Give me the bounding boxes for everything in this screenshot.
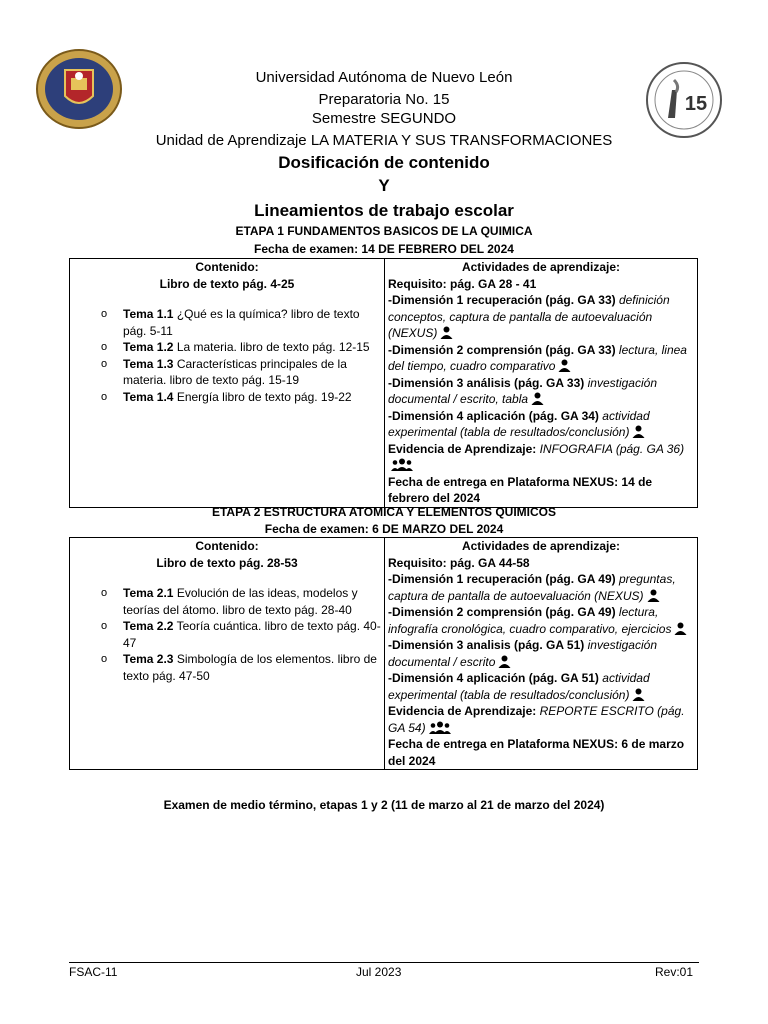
person-icon (632, 688, 645, 701)
topic-label: Tema 1.1 (123, 307, 174, 321)
person-icon (558, 359, 571, 372)
person-icon (531, 392, 544, 405)
title-conjunction: Y (378, 176, 390, 195)
dimension-item (388, 670, 694, 703)
delivery-date: Fecha de entrega en Plataforma NEXUS: 14 de febrero del 2024 (388, 474, 653, 505)
stage2-table (69, 537, 698, 770)
dimension-item (388, 637, 694, 670)
topic-text: Características principales de la materia. libro de texto pág. 15-19 (123, 356, 347, 387)
content-header: Contenido: (195, 260, 259, 274)
topic-label: Tema 2.1 (123, 586, 174, 600)
evidence-label: Evidencia de Aprendizaje: (388, 704, 537, 718)
bullet-icon: o (101, 653, 108, 665)
person-icon (674, 622, 687, 635)
form-code: FSAC-11 (69, 965, 118, 979)
content-header: Contenido: (195, 539, 259, 553)
group-icon (391, 458, 413, 471)
dimension-label: -Dimensión 1 recuperación (pág. GA 49) (388, 572, 616, 586)
list-item (73, 306, 381, 339)
person-icon (498, 655, 511, 668)
evidence-label: Evidencia de Aprendizaje: (388, 441, 537, 456)
dimension-item (388, 375, 694, 408)
bullet-icon: o (101, 587, 108, 599)
bullet-icon: o (101, 620, 108, 632)
stage2-exam-date: Fecha de examen: 6 DE MARZO DEL 2024 (264, 522, 504, 536)
stage1-title: ETAPA 1 FUNDAMENTOS BASICOS DE LA QUIMICA (235, 224, 533, 238)
dimension-label: -Dimensión 2 comprensión (pág. GA 49) (388, 605, 616, 619)
list-item (73, 389, 381, 406)
list-item (73, 651, 381, 684)
stage1-table (69, 258, 698, 508)
dimension-item (388, 571, 694, 604)
stage2-title: ETAPA 2 ESTRUCTURA ATOMICA Y ELEMENTOS QUIMICOS (211, 505, 557, 519)
school-name: Preparatoria No. 15 (318, 91, 450, 108)
stage1-exam-date: Fecha de examen: 14 DE FEBRERO DEL 2024 (254, 242, 514, 256)
topic-label: Tema 1.3 (123, 356, 174, 371)
topic-text: Teoría cuántica. libro de texto pág. 40-47 (123, 619, 381, 650)
dimension-label: -Dimensión 2 comprensión (pág. GA 33) (388, 342, 616, 357)
list-item (73, 356, 381, 389)
bullet-icon: o (101, 390, 108, 403)
topic-text: La materia. libro de texto pág. 12-15 (173, 340, 370, 354)
list-item (73, 339, 381, 356)
topic-label: Tema 2.2 (123, 619, 174, 633)
textbook-pages: Libro de texto pág. 4-25 (159, 276, 295, 291)
dimension-item (388, 408, 694, 441)
delivery-date: Fecha de entrega en Plataforma NEXUS: 6 de marzo del 2024 (388, 737, 685, 768)
topic-list (73, 585, 381, 684)
dimension-text: actividad experimental (tabla de resultados/conclusión) (388, 408, 650, 439)
topic-text: Simbología de los elementos. libro de texto pág. 47-50 (123, 652, 377, 683)
group-icon (429, 721, 451, 734)
semester: Semestre SEGUNDO (311, 110, 457, 127)
stage2-activities-cell (385, 538, 698, 770)
activities-header: Actividades de aprendizaje: (461, 260, 621, 274)
person-icon (440, 326, 453, 339)
stage1-activities-cell (385, 259, 698, 508)
topic-label: Tema 2.3 (123, 652, 174, 666)
textbook-pages: Libro de texto pág. 28-53 (156, 555, 298, 570)
dimension-label: -Dimensión 3 analisis (pág. GA 51) (388, 638, 585, 652)
document-subtitle: Lineamientos de trabajo escolar (254, 201, 514, 220)
footer-divider (69, 962, 699, 963)
person-icon (647, 589, 660, 602)
evidence-text: INFOGRAFIA (pág. GA 36) (536, 441, 685, 456)
person-icon (632, 425, 645, 438)
dimension-item (388, 604, 694, 637)
logo-number: 15 (684, 93, 708, 115)
university-name: Universidad Autónoma de Nuevo León (255, 69, 513, 86)
learning-unit: Unidad de Aprendizaje LA MATERIA Y SUS TRANSFORMACIONES (155, 132, 613, 149)
evidence (388, 703, 694, 736)
list-item (73, 585, 381, 618)
bullet-icon: o (101, 308, 108, 320)
stage1-content-cell (70, 259, 385, 508)
dimension-label: -Dimensión 4 aplicación (pág. GA 34) (388, 408, 599, 423)
bullet-icon: o (101, 357, 108, 370)
footer-date: Jul 2023 (356, 965, 402, 979)
list-item (73, 618, 381, 651)
dimension-text: lectura, linea del tiempo, cuadro comparativo (388, 342, 687, 373)
document-title: Dosificación de contenido (278, 153, 490, 172)
dimension-item (388, 292, 694, 342)
dimension-label: -Dimensión 4 aplicación (pág. GA 51) (388, 671, 599, 685)
requirement: Requisito: pág. GA 28 - 41 (388, 276, 537, 291)
dimension-text: definición conceptos, captura de pantalla de autoevaluación (NEXUS) (388, 293, 670, 340)
topic-text: Energía libro de texto pág. 19-22 (173, 389, 352, 404)
evidence (388, 441, 694, 474)
topic-text: Evolución de las ideas, modelos y teorías del átomo. libro de texto pág. 28-40 (123, 586, 358, 617)
dimension-text: actividad experimental (tabla de resultados/conclusión) (388, 671, 650, 702)
dimension-text: investigación documental / escrito, tabla (388, 375, 657, 406)
topic-list (73, 306, 381, 405)
revision: Rev:01 (655, 965, 694, 979)
topic-label: Tema 1.2 (123, 340, 174, 354)
dimension-text: preguntas, captura de pantalla de autoevaluación (NEXUS) (388, 572, 676, 603)
topic-label: Tema 1.4 (123, 389, 174, 404)
topic-text: ¿Qué es la química? libro de texto pág. 5-11 (123, 307, 360, 338)
dimension-label: -Dimensión 1 recuperación (pág. GA 33) (388, 293, 616, 307)
dimension-text: investigación documental / escrito (388, 638, 657, 669)
dimension-label: -Dimensión 3 análisis (pág. GA 33) (388, 375, 585, 390)
stage2-content-cell (70, 538, 385, 770)
dimension-item (388, 342, 694, 375)
activities-header: Actividades de aprendizaje: (461, 539, 621, 553)
evidence-text: REPORTE ESCRITO (pág. GA 54) (388, 704, 685, 735)
requirement: Requisito: pág. GA 44-58 (388, 555, 530, 570)
bullet-icon: o (101, 341, 108, 353)
dimension-text: lectura, infografía cronológica, cuadro comparativo, ejercicios (388, 605, 672, 636)
midterm-exam: Examen de medio término, etapas 1 y 2 (11 de marzo al 21 de marzo del 2024) (163, 798, 605, 812)
